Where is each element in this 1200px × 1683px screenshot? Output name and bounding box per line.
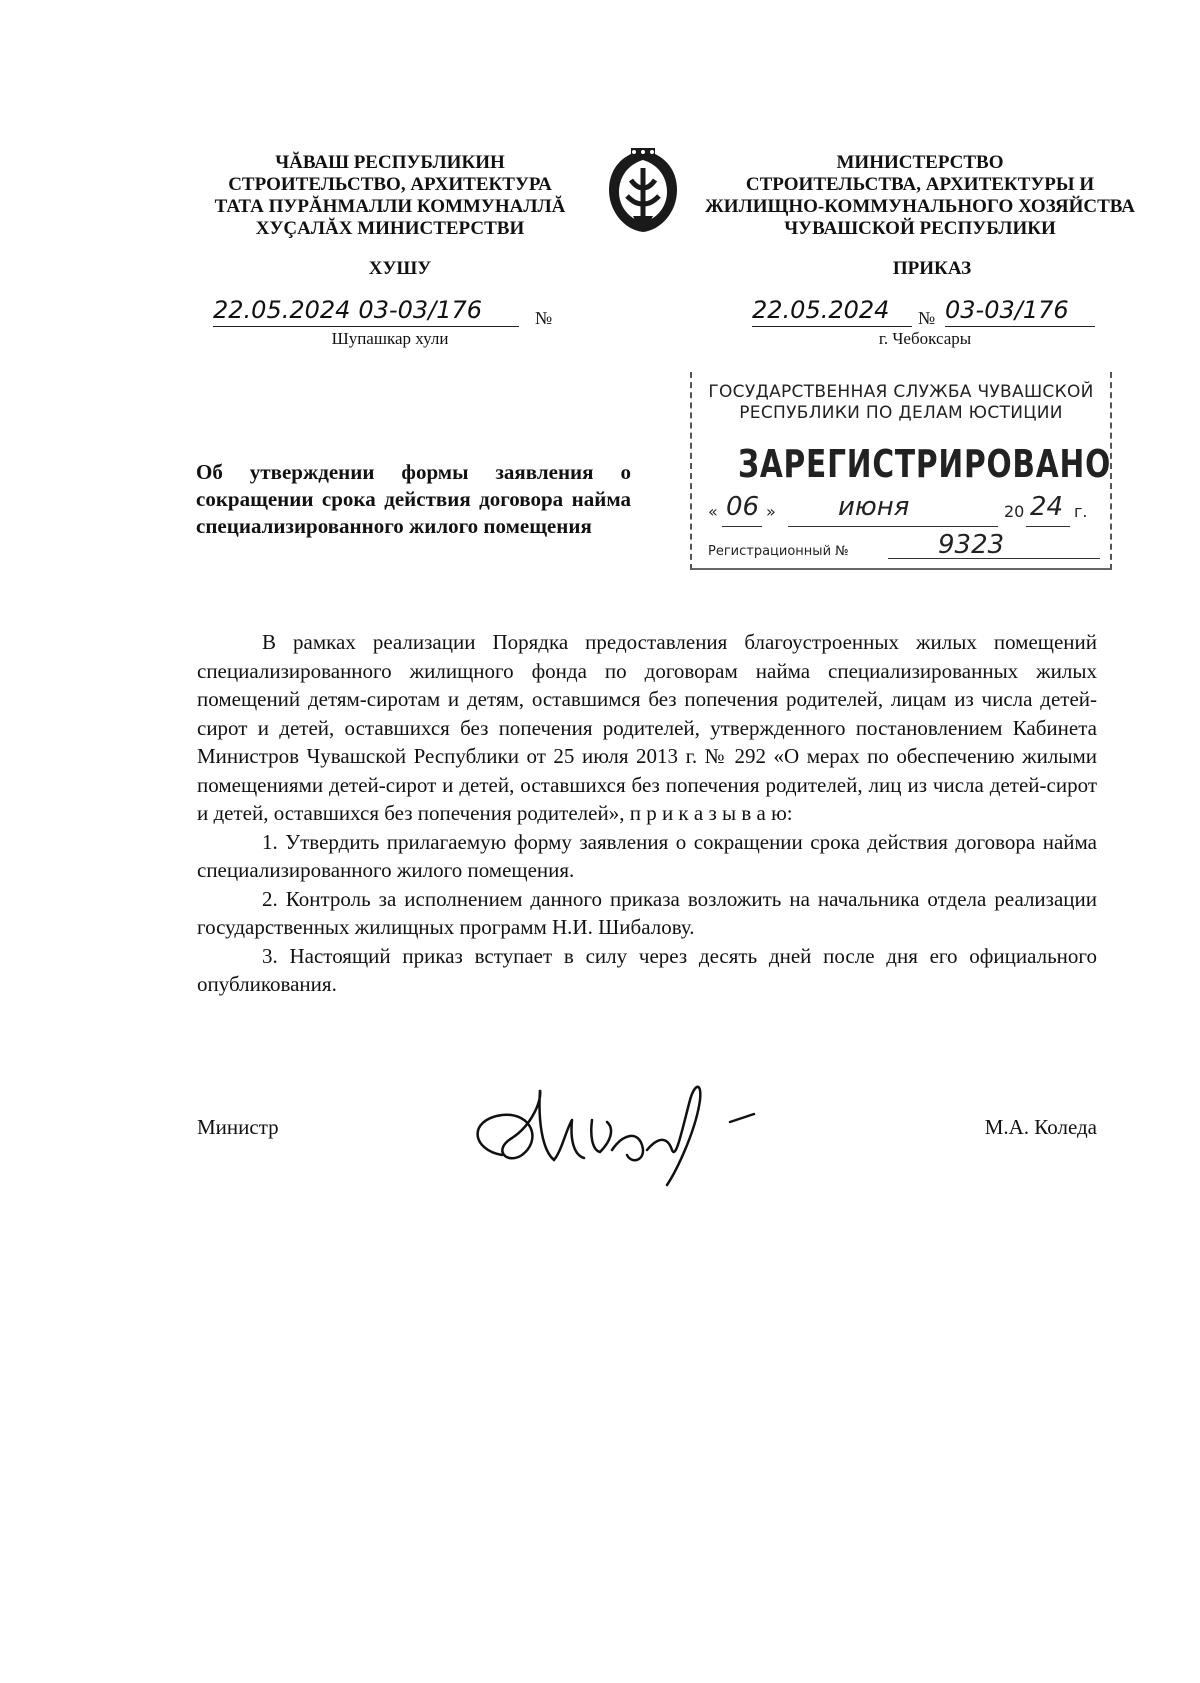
stamp-reg-label: Регистрационный № xyxy=(708,544,849,559)
body-item-1: 1. Утвердить прилагаемую форму заявления о сокращении срока действия договора найма специализированного жилого помещения. xyxy=(197,829,1097,882)
signatory-name: М.А. Коледа xyxy=(984,1115,1097,1139)
header-right-line-2: СТРОИТЕЛЬСТВА, АРХИТЕКТУРЫ И xyxy=(745,174,1095,195)
document-subject: Об утверждении формы заявления о сокращении срока действия договора найма специализированного жилого помещения xyxy=(196,460,631,538)
doc-type-left: ХУШУ xyxy=(368,258,432,279)
date-right: 22.05.2024 xyxy=(752,296,890,324)
header-left-line-1: ЧĂВАШ РЕСПУБЛИКИН xyxy=(275,152,505,173)
stamp-reg-underline xyxy=(888,558,1100,559)
underline-right-date xyxy=(752,326,912,327)
number-left: 03-03/176 xyxy=(358,296,483,324)
stamp-quote-open: « xyxy=(708,502,718,521)
stamp-year-suffix: 24 xyxy=(1030,492,1064,522)
stamp-title: ЗАРЕГИСТРИРОВАНО xyxy=(737,442,1112,486)
document-body xyxy=(197,628,1097,999)
stamp-month-underline xyxy=(788,526,998,527)
stamp-reg-number: 9323 xyxy=(938,530,1005,560)
header-right-line-3: ЖИЛИЩНО-КОММУНАЛЬНОГО ХОЗЯЙСТВА xyxy=(705,196,1135,217)
stamp-day: 06 xyxy=(726,492,760,522)
stamp-day-underline xyxy=(722,526,762,527)
header-left-line-2: СТРОИТЕЛЬСТВО, АРХИТЕКТУРА xyxy=(228,174,552,195)
underline-right-number xyxy=(945,326,1095,327)
registration-stamp xyxy=(690,372,1112,570)
number-right: 03-03/176 xyxy=(945,296,1069,324)
signatory-title: Министр xyxy=(197,1115,279,1139)
stamp-header-line-2: РЕСПУБЛИКИ ПО ДЕЛАМ ЮСТИЦИИ xyxy=(739,403,1063,423)
stamp-year-prefix: 20 xyxy=(1004,502,1025,521)
city-left: Шупашкар хули xyxy=(331,329,449,348)
header-right-russian xyxy=(690,152,1150,240)
stamp-year-end: г. xyxy=(1074,502,1088,521)
body-item-2: 2. Контроль за исполнением данного приказа возложить на начальника отдела реализации государственных жилищных программ Н.И. Шибалову. xyxy=(197,886,1097,939)
header-right-line-4: ЧУВАШСКОЙ РЕСПУБЛИКИ xyxy=(784,218,1056,239)
city-right: г. Чебоксары xyxy=(878,329,972,348)
number-sign-left: № xyxy=(535,308,553,328)
header-left-line-3: ТАТА ПУРĂНМАЛЛИ КОММУНАЛЛĂ xyxy=(214,196,566,217)
number-sign-right: № xyxy=(918,308,936,328)
handwritten-date-number-left xyxy=(213,296,482,324)
stamp-year-underline xyxy=(1026,526,1070,527)
doc-type-right: ПРИКАЗ xyxy=(892,258,972,279)
underline-left xyxy=(213,326,519,327)
body-item-3: 3. Настоящий приказ вступает в силу через десять дней после дня его официального опубликования. xyxy=(197,943,1097,996)
header-left-chuvash xyxy=(195,152,585,240)
body-intro-paragraph: В рамках реализации Порядка предоставления благоустроенных жилых помещений специализированного жилищного фонда по договорам найма специализированных жилых помещений детям-сиротам и детям, оставшимся без попечения родителей, лицам из числа детей-сирот и детей, оставшихся без попечения родителей, утвержденного постановлением Кабинета Министров Чувашской Республики от 25 июля 2013 г. № 292 «О мерах по обеспечению жилыми помещениями детей-сирот и детей, оставшихся без попечения родителей, лиц из числа детей-сирот и детей, оставшихся без попечения родителей», п р и к а з ы в а ю: xyxy=(197,630,1097,825)
stamp-header-line-1: ГОСУДАРСТВЕННАЯ СЛУЖБА ЧУВАШСКОЙ xyxy=(708,382,1094,402)
header-right-line-1: МИНИСТЕРСТВО xyxy=(836,152,1004,173)
date-left: 22.05.2024 xyxy=(213,296,351,324)
stamp-month: июня xyxy=(838,492,910,522)
stamp-quote-close: » xyxy=(766,502,776,521)
chuvash-emblem-icon xyxy=(603,146,683,236)
handwritten-signature-icon xyxy=(462,1060,802,1210)
stamp-header xyxy=(692,382,1110,424)
header-left-line-4: ХУÇАЛĂХ МИНИСТЕРСТВИ xyxy=(255,218,525,239)
